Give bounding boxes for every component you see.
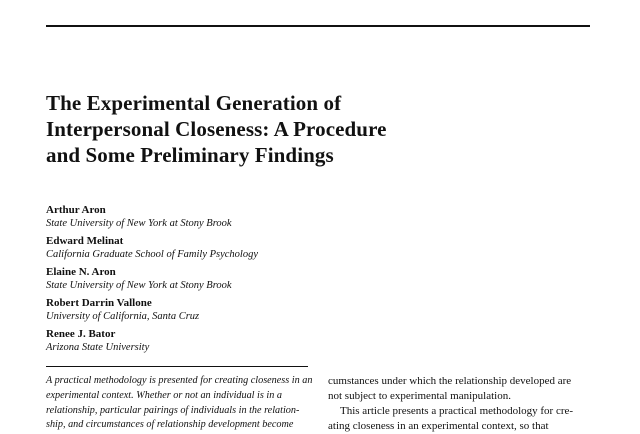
title-line: The Experimental Generation of xyxy=(46,91,342,115)
author-name: Arthur Aron xyxy=(46,204,106,216)
body-line: cumstances under which the relationship developed are xyxy=(328,375,572,387)
author-block xyxy=(46,328,406,354)
author-affiliation: State University of New York at Stony Brook xyxy=(46,218,232,229)
author-affiliation: State University of New York at Stony Brook xyxy=(46,280,232,291)
title-line: and Some Preliminary Findings xyxy=(46,143,334,167)
body-line: ating closeness in an experimental context, so that xyxy=(328,420,549,432)
author-name: Robert Darrin Vallone xyxy=(46,297,152,309)
author-list xyxy=(46,204,406,359)
abstract-line: ship, and circumstances of relationship development become xyxy=(46,419,294,431)
article-title xyxy=(46,90,566,168)
abstract xyxy=(46,374,313,433)
author-block xyxy=(46,266,406,292)
body-line: This article presents a practical methodology for cre- xyxy=(340,405,574,417)
author-affiliation: California Graduate School of Family Psychology xyxy=(46,249,259,260)
author-block xyxy=(46,235,406,261)
author-name: Edward Melinat xyxy=(46,235,124,247)
top-rule xyxy=(46,25,590,27)
title-line: Interpersonal Closeness: A Procedure xyxy=(46,117,387,141)
author-name: Renee J. Bator xyxy=(46,328,116,340)
author-affiliation: University of California, Santa Cruz xyxy=(46,311,200,322)
abstract-line: A practical methodology is presented for creating closeness in an xyxy=(46,375,313,386)
author-block xyxy=(46,204,406,230)
author-block xyxy=(46,297,406,323)
author-affiliation: Arizona State University xyxy=(46,342,150,353)
author-name: Elaine N. Aron xyxy=(46,266,116,278)
body-text-column xyxy=(328,374,594,434)
body-line: not subject to experimental manipulation. xyxy=(328,390,511,402)
abstract-line: relationship, particular pairings of individuals in the relation- xyxy=(46,404,300,416)
abstract-rule xyxy=(46,366,308,367)
abstract-line: experimental context. Whether or not an individual is in a xyxy=(46,389,282,401)
